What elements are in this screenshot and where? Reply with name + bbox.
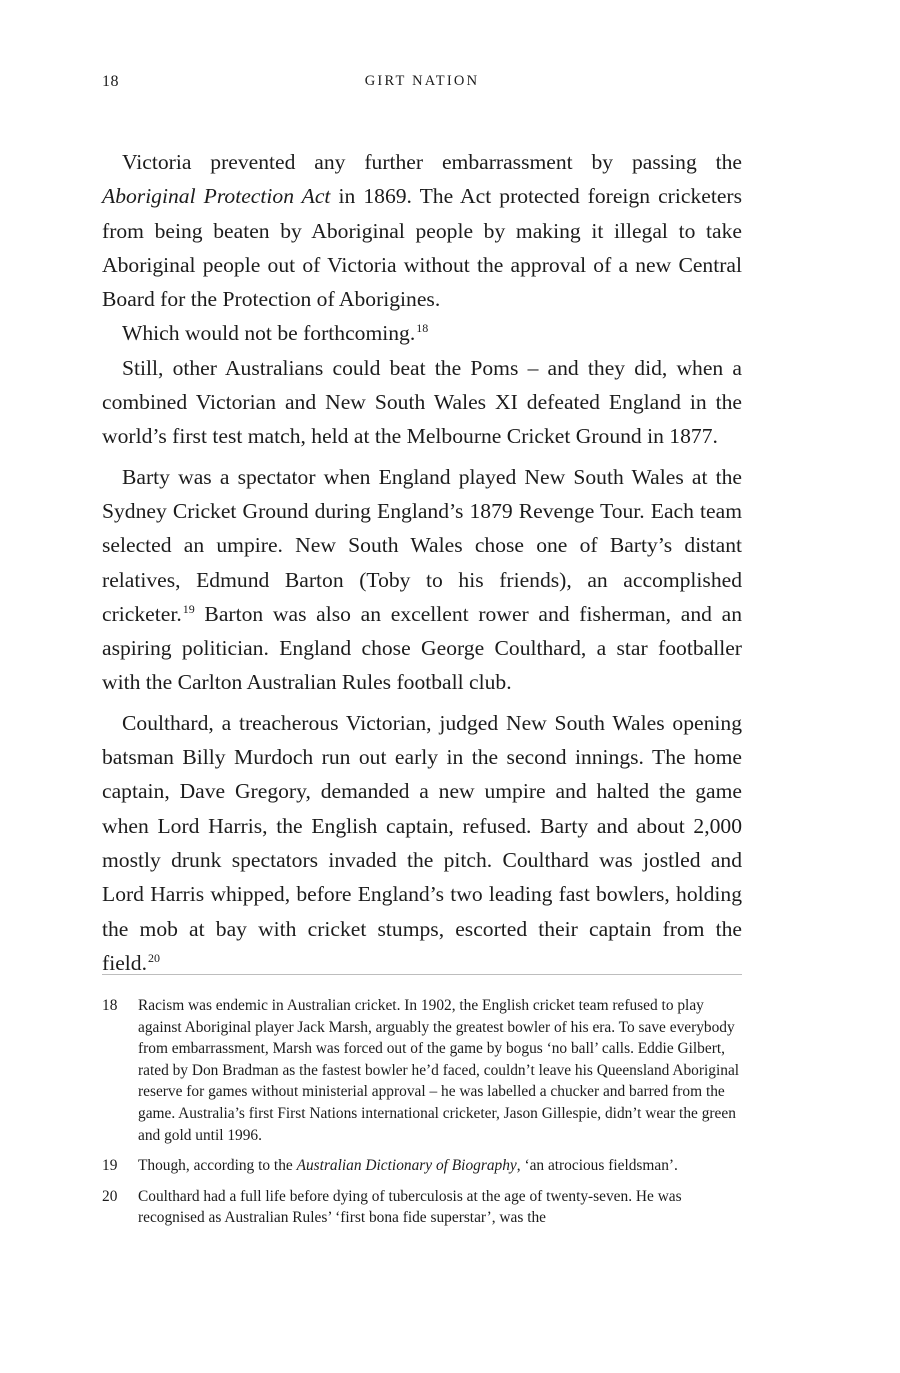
act-title: Aboriginal Protection Act	[102, 184, 331, 209]
footnote-number: 18	[102, 997, 118, 1014]
body-text	[102, 145, 742, 980]
footnote-number: 19	[102, 1157, 118, 1175]
footnote-text-part: , ‘an atrocious fieldsman’.	[516, 1157, 678, 1175]
footnote-text	[138, 1155, 742, 1177]
book-title: GIRT NATION	[364, 73, 480, 89]
footnote	[102, 995, 742, 1146]
footnotes	[102, 995, 742, 1238]
paragraph-text: Still, other Australians could beat the Poms – and they did, when a combined Victorian and New South Wales XI defeated England in the world’s first test match, held at the Melbourne Cricket Ground in 1877.	[102, 355, 742, 449]
cited-work-title: Australian Dictionary of Biography	[296, 1157, 517, 1175]
paragraph-text: Victoria prevented any further embarrassment by passing the	[122, 150, 742, 174]
footnote-divider	[102, 974, 742, 975]
paragraph	[102, 351, 742, 454]
paragraph-text: in 1869. The Act protected foreign cricketers from being beaten by Aboriginal people by making it illegal to take Aboriginal people out of Victoria without the approval of a new Central Board for the Protection of Aborigines.	[102, 184, 743, 312]
paragraph-text: Coulthard, a treacherous Victorian, judged New South Wales opening batsman Billy Murdoch run out early in the second innings. The home captain, Dave Gregory, demanded a new umpire and halted the game when Lord Harris, the English captain, refused. Barty and about 2,000 mostly drunk spectators invaded the pitch. Coulthard was jostled and Lord Harris whipped, before England’s two leading fast bowlers, holding the mob at bay with cricket stumps, escorted their captain from the field.	[102, 710, 742, 975]
paragraph-text: Barty was a spectator when England played New South Wales at the Sydney Cricket Ground during England’s 1879 Revenge Tour. Each team selected an umpire. New South Wales chose one of Barty’s distant relatives, Edmund Barton (Toby to his friends), an accomplished cricketer.	[102, 464, 742, 626]
footnote-number: 20	[102, 1187, 118, 1205]
footnote	[102, 1155, 742, 1177]
footnote	[102, 1186, 742, 1229]
paragraph	[102, 460, 742, 700]
footnote-text: Coulthard had a full life before dying of tuberculosis at the age of twenty-seven. He was recognised as Australian Rules’ ‘first bona fide superstar’, was the	[138, 1187, 682, 1227]
page-number: 18	[102, 73, 119, 90]
footnote-reference[interactable]: 18	[416, 321, 429, 336]
footnote-reference[interactable]: 20	[147, 950, 160, 965]
footnote-text-part: Though, according to the	[138, 1157, 297, 1175]
paragraph	[102, 145, 742, 316]
running-head	[102, 73, 742, 95]
paragraph-text: Barton was also an excellent rower and fisherman, and an aspiring politician. England chose George Coulthard, a star footballer with the Carlton Australian Rules football club.	[102, 601, 742, 695]
footnote-text: Racism was endemic in Australian cricket. In 1902, the English cricket team refused to play against Aboriginal player Jack Marsh, arguably the greatest bowler of his era. To save everybody from embarrassment, Marsh was forced out of the game by bogus ‘no ball’ calls. Eddie Gilbert, rated by Don Bradman as the fastest bowler he’d faced, couldn’t leave his Queensland Aboriginal reserve for games without ministerial approval – he was labelled a chucker and barred from the game. Australia’s first First Nations international cricketer, Jason Gillespie, didn’t wear the green and gold until 1996.	[138, 997, 740, 1144]
paragraph	[102, 316, 742, 350]
paragraph-text: Which would not be forthcoming.	[122, 321, 416, 346]
footnote-reference[interactable]: 19	[182, 601, 195, 616]
paragraph	[102, 706, 742, 980]
